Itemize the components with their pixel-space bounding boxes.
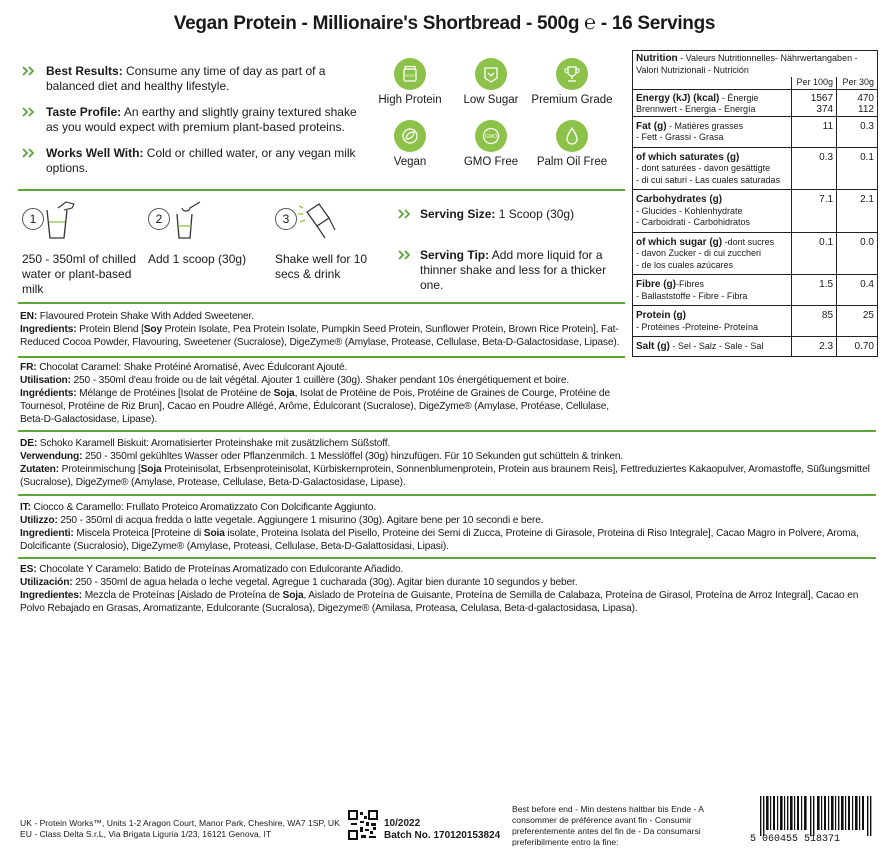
allergen: Soja xyxy=(273,388,295,399)
step-text: 250 - 350ml of chilled water or plant-based milk xyxy=(22,252,137,296)
nutrition-row-salt xyxy=(633,337,878,357)
divider xyxy=(18,430,876,432)
feature-works-well xyxy=(22,146,362,176)
product-description: Flavoured Protein Shake With Added Sweetener. xyxy=(37,311,254,322)
nutrition-header-row xyxy=(633,51,878,78)
badge-vegan xyxy=(365,120,455,168)
serving-size xyxy=(398,207,623,222)
protein-tub-icon xyxy=(399,63,421,85)
nutrient-label: Salt (g) xyxy=(636,341,670,352)
value-100g: 0.3 xyxy=(792,147,837,190)
nutrient-translation: Brennwert - Energia - Energía xyxy=(636,104,756,114)
qr-code-icon xyxy=(348,810,378,840)
badge-label: Palm Oil Free xyxy=(536,156,608,168)
usage-text: 250 - 350ml di acqua fredda o latte vegetale. Aggiungere 1 misurino (30g). Agitare bene per 10 secondi e bere. xyxy=(57,515,544,526)
badge-premium-grade xyxy=(527,58,617,106)
nutrition-row-saturates xyxy=(633,147,878,190)
divider xyxy=(18,302,625,304)
oil-drop-icon xyxy=(561,125,583,147)
nutrient-label: Fat (g) xyxy=(636,120,667,132)
feature-label: Works Well With: xyxy=(46,146,144,160)
lang-block-it xyxy=(20,501,882,553)
step-2 xyxy=(148,208,263,298)
badge-high-protein xyxy=(365,58,455,106)
lang-code: EN: xyxy=(20,311,38,322)
ingredients-text: Mezcla de Proteínas [Aislado de Proteína de xyxy=(82,590,283,601)
badge-palm-oil-free xyxy=(527,120,617,168)
ingredients-text: , Aislado de Proteína de Guisante, Proteína de Semilla de Calabaza, Proteína de Girasol, Proteína de Arroz Integral], Cacao en Polvo Rebajado en Grasas, Aromatizante, Edulcorante (Sucralosa), Digezyme® (Amilasa, Proteasa, Celulasa, Beta-d-galactosidasa, Lipasa). xyxy=(20,590,859,614)
page-title xyxy=(0,12,889,35)
value-100g: 85 xyxy=(792,306,837,337)
estimated-sign: ℮ xyxy=(584,12,596,34)
usage-label: Utilisation: xyxy=(20,375,71,386)
value-kcal-100g: 374 xyxy=(816,104,834,115)
nutrition-row-fibre xyxy=(633,275,878,306)
title-text: Vegan Protein - Millionaire's Shortbread - 500g xyxy=(173,13,580,34)
vegan-leaf-icon xyxy=(399,125,421,147)
lang-block-en xyxy=(20,310,624,349)
feature-text: Cold or chilled water, or any vegan milk options. xyxy=(46,146,356,175)
ingredients-label: Ingredientes: xyxy=(20,590,83,601)
ingredients-text: , Isolat de Protéine de Pois, Protéine de Graines de Courge, Protéine de Tournesol, Protéine de Riz Brun], Cacao en Poudre Allégé, Arôme, Édulcorant (Sucralose), DigeZyme® (Amylase, Protéase, Cellulase, Beta-D-Galactosidase, Lipase). xyxy=(20,388,610,425)
lang-block-es xyxy=(20,563,882,615)
water-glass-icon xyxy=(44,200,78,242)
double-chevron-icon xyxy=(22,107,38,117)
trophy-icon xyxy=(561,63,583,85)
ingredients-label: Ingrédients: xyxy=(20,388,77,399)
badge-label: GMO Free xyxy=(463,156,519,168)
nutrient-translation: - Fett - Grassi - Grasa xyxy=(636,132,724,142)
address-uk: UK - Protein Works™, Units 1-2 Aragon Court, Manor Park, Cheshire, WA7 1SP, UK xyxy=(20,818,340,828)
feature-taste-profile xyxy=(22,105,362,135)
product-description: Chocolat Caramel: Shake Protéiné Aromatisé, Avec Édulcorant Ajouté. xyxy=(36,362,348,373)
step-1 xyxy=(22,208,137,298)
serving-size-value: 1 Scoop (30g) xyxy=(498,207,575,221)
double-chevron-icon xyxy=(398,209,414,219)
feature-text: An earthy and slightly grainy textured shake as you would expect with premium plant-based proteins. xyxy=(46,105,357,134)
double-chevron-icon xyxy=(22,66,38,76)
lang-block-fr xyxy=(20,361,624,426)
footer-address xyxy=(20,818,340,840)
double-chevron-icon xyxy=(22,148,38,158)
ingredients-label: Zutaten: xyxy=(20,464,59,475)
nutrition-row-fat xyxy=(633,116,878,147)
step-3 xyxy=(275,208,390,298)
barcode-icon xyxy=(748,794,886,844)
badge-gmo-free xyxy=(446,120,536,168)
nutrient-translation: -dont sucres xyxy=(722,236,775,247)
nutrient-translation: - Énergie xyxy=(719,92,759,103)
usage-text: 250 - 350ml gekühltes Wasser oder Pflanzenmilch. 1 Messlöffel (30g) hinzufügen. Für 10 Sekunden gut schütteln & trinken. xyxy=(82,451,624,462)
nutrient-translation: - Carboidrati - Carbohidratos xyxy=(636,217,751,227)
nutrient-translation: - Sel - Salz - Sale - Sal xyxy=(669,341,764,351)
nutrient-label: of which sugar (g) xyxy=(636,236,723,248)
double-chevron-icon xyxy=(398,250,414,260)
lang-code: ES: xyxy=(20,564,37,575)
value-kj-30g: 470 xyxy=(857,92,874,104)
scoop-glass-icon xyxy=(170,200,204,242)
nutrient-translation: - Glucides - Kohlenhydrate xyxy=(636,205,743,216)
value-100g: 0.1 xyxy=(792,232,837,275)
divider xyxy=(18,557,876,559)
ingredients-label: Ingredients: xyxy=(20,324,77,335)
value-30g: 0.4 xyxy=(837,275,878,306)
divider xyxy=(18,189,625,191)
serving-tip xyxy=(398,248,623,293)
address-eu: EU - Class Delta S.r.L, Via Brigata Liguria 1/23, 16121 Genova, IT xyxy=(20,829,272,839)
nutrition-title: Nutrition xyxy=(636,53,678,64)
nutrition-table xyxy=(632,50,878,357)
nutrient-translation: - Ballaststoffe - Fibre - Fibra xyxy=(636,290,748,301)
nutrient-translation: - Protéines -Proteine- Proteína xyxy=(636,321,759,332)
ingredients-label: Ingredienti: xyxy=(20,528,74,539)
value-30g: 0.0 xyxy=(837,232,878,275)
barcode-digits: 5 060455 518371 xyxy=(750,834,841,844)
ingredients-text: Protein Isolate, Pea Protein Isolate, Pumpkin Seed Protein, Sunflower Protein, Brown Rice Protein], Fat-Reduced Cocoa Powder, Flavouring, Sweetener (Sucralose), DigeZyme® (Amylase, Protease, Cellulase, Beta-D-Galactosidase, Lipase). xyxy=(20,324,620,348)
gmo-label: GMO xyxy=(485,133,497,140)
gmo-free-icon xyxy=(480,125,502,147)
production-date: 10/2022 xyxy=(384,818,421,829)
usage-text: 250 - 350ml d'eau froide ou de lait végétal. Ajouter 1 cuillère (30g). Shaker pendant 10s énergétiquement et boire. xyxy=(70,375,570,386)
value-30g: 25 xyxy=(837,306,878,337)
nutrient-translation: - davon Zucker - di cui zuccheri xyxy=(636,248,762,258)
usage-label: Utilización: xyxy=(20,577,73,588)
value-30g: 2.1 xyxy=(837,190,878,233)
value-30g: 0.1 xyxy=(837,147,878,190)
ingredients-text: Proteinisolat, Erbsenproteinisolat, Kürbiskernprotein, Sonnenblumenprotein, Protein aus braunem Reis], Fettreduziertes Kakaopulver, Aromastoffe, Süßungsmittel (Sucralose), DigeZyme® (Amylase, Protease, Cellulase, Beta-D-Galactosidase, Lipase). xyxy=(20,464,870,488)
nutrient-label: Energy (kJ) (kcal) xyxy=(636,92,720,104)
step-text: Add 1 scoop (30g) xyxy=(148,252,247,266)
nutrient-translation: -Fibres xyxy=(676,279,705,289)
step-number: 2 xyxy=(148,208,170,230)
ingredients-text: isolate, Proteina Isolata del Pisello, Proteine dei Semi di Zucca, Proteine di Girasole, Proteina di Riso Integrale], Cacao Magro in Polvere, Aroma, Dolcificante (Sucralosio), DigeZyme® (Amylase, Proteasi, Cellulase, Beta-D-Galattosidasi, Lipasi). xyxy=(20,528,859,552)
nutrition-row-carbohydrates xyxy=(633,190,878,233)
feature-label: Best Results: xyxy=(46,64,123,78)
batch-number: Batch No. 170120153824 xyxy=(384,830,501,841)
badge-low-sugar xyxy=(446,58,536,106)
nutrient-translation: - di cui saturi - Las cuales saturadas xyxy=(636,174,781,185)
value-100g: 2.3 xyxy=(792,337,837,357)
ingredients-text: Miscela Proteica [Proteine di xyxy=(73,528,204,539)
step-number: 3 xyxy=(275,208,297,230)
nutrient-translation: - Matières grasses xyxy=(666,120,744,131)
lang-code: IT: xyxy=(20,502,31,513)
usage-label: Utilizzo: xyxy=(20,515,58,526)
value-30g: 0.70 xyxy=(837,337,878,357)
feature-best-results xyxy=(22,64,362,94)
badge-label: Vegan xyxy=(393,156,427,168)
value-100g: 11 xyxy=(792,116,837,147)
lang-code: FR: xyxy=(20,362,37,373)
sugar-cube-icon xyxy=(480,63,502,85)
allergen: Soia xyxy=(203,528,225,539)
lang-code: DE: xyxy=(20,438,38,449)
badge-label: High Protein xyxy=(378,94,442,106)
value-100g: 1.5 xyxy=(792,275,837,306)
best-before-text: Best before end - Min destens haltbar bis Ende - A consommer de préférence avant fin - Consumir preferentemente antes del fin de - Da consumarsi preferibilmente entro la fine: xyxy=(512,804,704,847)
shaker-icon xyxy=(297,200,337,244)
ingredients-text: Proteinmischung [ xyxy=(58,464,141,475)
nutrient-label: Carbohydrates (g) xyxy=(636,194,723,205)
step-number: 1 xyxy=(22,208,44,230)
ingredients-text: Mélange de Protéines [Isolat de Protéine de xyxy=(76,388,274,399)
badge-label: Premium Grade xyxy=(531,94,613,106)
column-header-per100g: Per 100g xyxy=(792,77,837,89)
column-header-per30g: Per 30g xyxy=(837,77,878,89)
nutrition-subtitle: - Valeurs Nutritionnelles- Nährwertangaben - Valori Nutrizionali - Nutrición xyxy=(636,53,858,75)
value-30g: 0.3 xyxy=(837,116,878,147)
product-description: Ciocco & Caramello: Frullato Proteico Aromatizzato Con Dolcificante Aggiunto. xyxy=(30,502,376,513)
serving-tip-value: Add more liquid for a thinner shake and less for a thicker one. xyxy=(420,248,607,292)
usage-label: Verwendung: xyxy=(20,451,83,462)
badge-label: Low Sugar xyxy=(463,94,519,106)
lang-block-de xyxy=(20,437,882,489)
serving-tip-label: Serving Tip: xyxy=(420,248,490,262)
product-description: Schoko Karamell Biskuit: Aromatisierter Proteinshake mit zusätzlichem Süßstoff. xyxy=(37,438,391,449)
prot-label: PROT xyxy=(405,74,415,78)
value-kj-100g: 1567 xyxy=(810,92,834,104)
nutrition-row-sugar xyxy=(633,232,878,275)
nutrient-translation: - de los cuales azúcares xyxy=(636,259,734,270)
product-description: Chocolate Y Caramelo: Batido de Proteínas Aromatizado con Edulcorante Añadido. xyxy=(36,564,404,575)
divider xyxy=(18,356,625,358)
feature-label: Taste Profile: xyxy=(46,105,122,119)
nutrient-label: of which saturates (g) xyxy=(636,151,740,163)
ingredients-text: Protein Blend [ xyxy=(76,324,144,335)
feature-text: Consume any time of day as part of a balanced diet and healthy lifestyle. xyxy=(46,64,326,93)
value-100g: 7.1 xyxy=(792,190,837,233)
allergen: Soy xyxy=(143,324,162,335)
batch-info xyxy=(384,818,500,842)
title-servings: - 16 Servings xyxy=(600,13,716,34)
nutrient-translation: - dont saturées - davon gesättigte xyxy=(636,163,771,173)
divider xyxy=(18,494,876,496)
nutrient-label: Fibre (g) xyxy=(636,279,676,290)
nutrition-row-protein xyxy=(633,306,878,337)
allergen: Soja xyxy=(140,464,162,475)
step-text: Shake well for 10 secs & drink xyxy=(275,252,368,281)
serving-size-label: Serving Size: xyxy=(420,207,496,221)
nutrient-label: Protein (g) xyxy=(636,310,686,321)
allergen: Soja xyxy=(282,590,304,601)
nutrition-row-energy xyxy=(633,89,878,116)
value-kcal-30g: 112 xyxy=(858,104,874,115)
usage-text: 250 - 350ml de agua helada o leche vegetal. Agregue 1 cucharada (30g). Agitar bien durante 10 segundos y beber. xyxy=(72,577,578,588)
